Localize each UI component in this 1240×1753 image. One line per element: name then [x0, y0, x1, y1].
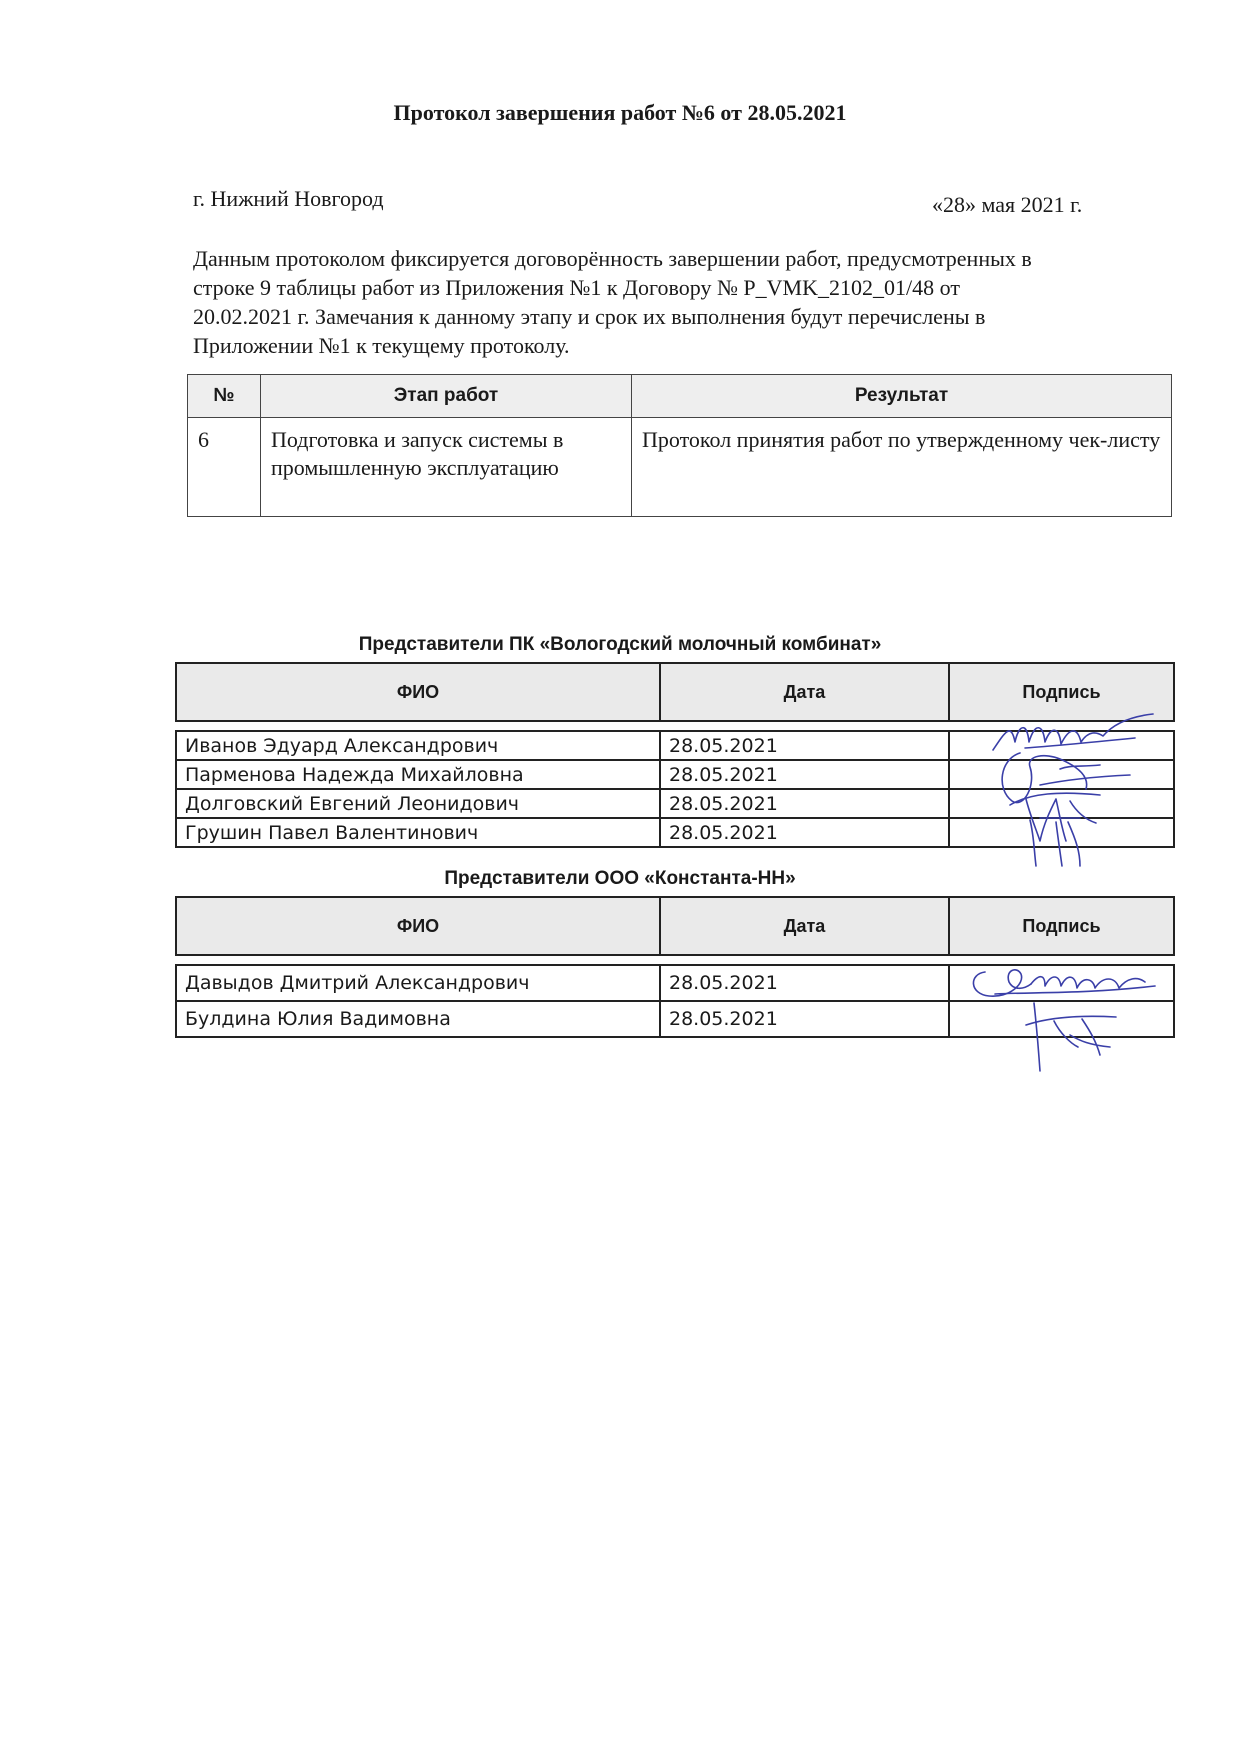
reps-vmk-header-row	[176, 663, 1174, 721]
cell-date: 28.05.2021	[660, 731, 949, 760]
cell-signature	[949, 818, 1174, 847]
header-signature: Подпись	[949, 663, 1174, 721]
header-fio: ФИО	[176, 663, 660, 721]
cell-date: 28.05.2021	[660, 760, 949, 789]
reps-vmk-table	[175, 662, 1175, 848]
cell-name: Иванов Эдуард Александрович	[176, 731, 660, 760]
reps-konstanta-header-row	[176, 897, 1174, 955]
document-date: «28» мая 2021 г.	[932, 192, 1083, 217]
cell-date: 28.05.2021	[660, 818, 949, 847]
document-city: г. Нижний Новгород	[193, 186, 384, 211]
table-row	[176, 760, 1174, 789]
cell-signature	[949, 760, 1174, 789]
cell-signature	[949, 1001, 1174, 1037]
header-stage: Этап работ	[261, 375, 632, 418]
header-result: Результат	[632, 375, 1172, 418]
work-table-header-row	[188, 375, 1172, 418]
body-line: Данным протоколом фиксируется договорённость завершении работ, предусмотренных в	[193, 246, 1032, 271]
table-spacer	[176, 721, 1174, 731]
header-signature: Подпись	[949, 897, 1174, 955]
cell-date: 28.05.2021	[660, 789, 949, 818]
cell-name: Долговский Евгений Леонидович	[176, 789, 660, 818]
header-date: Дата	[660, 663, 949, 721]
document-body-text	[193, 244, 1153, 360]
cell-date: 28.05.2021	[660, 965, 949, 1001]
cell-signature	[949, 731, 1174, 760]
document-title: Протокол завершения работ №6 от 28.05.2021	[393, 100, 847, 125]
cell-num: 6	[188, 418, 261, 517]
table-row	[176, 1001, 1174, 1037]
table-spacer	[176, 955, 1174, 965]
cell-date: 28.05.2021	[660, 1001, 949, 1037]
header-num: №	[188, 375, 261, 418]
body-line: 20.02.2021 г. Замечания к данному этапу и срок их выполнения будут перечислены в	[193, 304, 986, 329]
cell-name: Грушин Павел Валентинович	[176, 818, 660, 847]
reps-vmk-caption: Представители ПК «Вологодский молочный комбинат»	[358, 634, 882, 655]
table-row	[176, 965, 1174, 1001]
table-row	[188, 418, 1172, 517]
reps-konstanta-caption: Представители ООО «Константа-НН»	[444, 868, 796, 889]
spacer-cell	[176, 721, 1174, 731]
cell-name: Давыдов Дмитрий Александрович	[176, 965, 660, 1001]
table-row	[176, 731, 1174, 760]
body-line: строке 9 таблицы работ из Приложения №1 к Договору № Р_VMK_2102_01/48 от	[193, 275, 960, 300]
reps-konstanta-table	[175, 896, 1175, 1038]
cell-stage: Подготовка и запуск системы в промышленную эксплуатацию	[261, 418, 632, 517]
table-row	[176, 818, 1174, 847]
header-date: Дата	[660, 897, 949, 955]
cell-signature	[949, 789, 1174, 818]
work-stages-table	[187, 374, 1172, 517]
cell-signature	[949, 965, 1174, 1001]
header-fio: ФИО	[176, 897, 660, 955]
cell-result: Протокол принятия работ по утвержденному чек-листу	[632, 418, 1172, 517]
cell-name: Парменова Надежда Михайловна	[176, 760, 660, 789]
body-line: Приложении №1 к текущему протоколу.	[193, 333, 570, 358]
cell-name: Булдина Юлия Вадимовна	[176, 1001, 660, 1037]
table-row	[176, 789, 1174, 818]
spacer-cell	[176, 955, 1174, 965]
